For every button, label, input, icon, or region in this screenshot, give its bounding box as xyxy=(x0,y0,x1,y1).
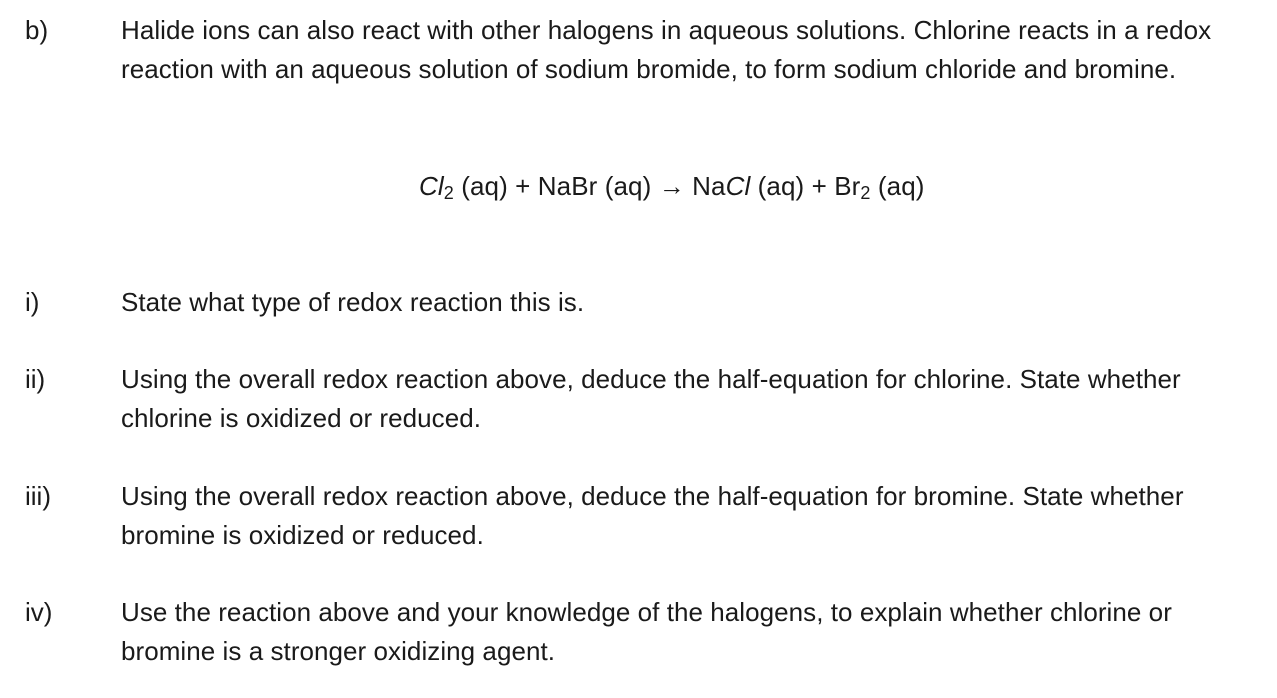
equation-part-1: (aq) + NaBr (aq) → Na xyxy=(453,171,726,201)
equation-part-3: (aq) xyxy=(870,171,925,201)
equation-bromine-subscript: 2 xyxy=(860,183,871,203)
part-i-text: State what type of redox reaction this is. xyxy=(121,287,585,317)
part-ii-text: Using the overall redox reaction above, deduce the half-equation for chlorine. State whether chlorine is oxidized or reduced. xyxy=(121,364,1181,433)
part-iii-label: iii) xyxy=(25,481,51,511)
equation-part-2: (aq) + Br xyxy=(750,171,861,201)
chemical-equation xyxy=(419,164,925,208)
part-ii-label: ii) xyxy=(25,364,46,394)
equation-chloride-symbol: Cl xyxy=(725,171,751,201)
equation-chlorine-symbol: Cl xyxy=(419,171,444,201)
question-b-text: Halide ions can also react with other halogens in aqueous solutions. Chlorine reacts in a redox reaction with an aqueous solution of sodium bromide, to form sodium chloride and bromine. xyxy=(121,15,1212,84)
part-iii-text: Using the overall redox reaction above, deduce the half-equation for bromine. State whether bromine is oxidized or reduced. xyxy=(121,481,1184,550)
part-iv-text: Use the reaction above and your knowledge of the halogens, to explain whether chlorine or bromine is a stronger oxidizing agent. xyxy=(121,597,1172,666)
question-b-label: b) xyxy=(25,15,49,45)
equation-chlorine-subscript: 2 xyxy=(443,183,454,203)
part-i-label: i) xyxy=(25,287,40,317)
part-iv-label: iv) xyxy=(25,597,53,627)
